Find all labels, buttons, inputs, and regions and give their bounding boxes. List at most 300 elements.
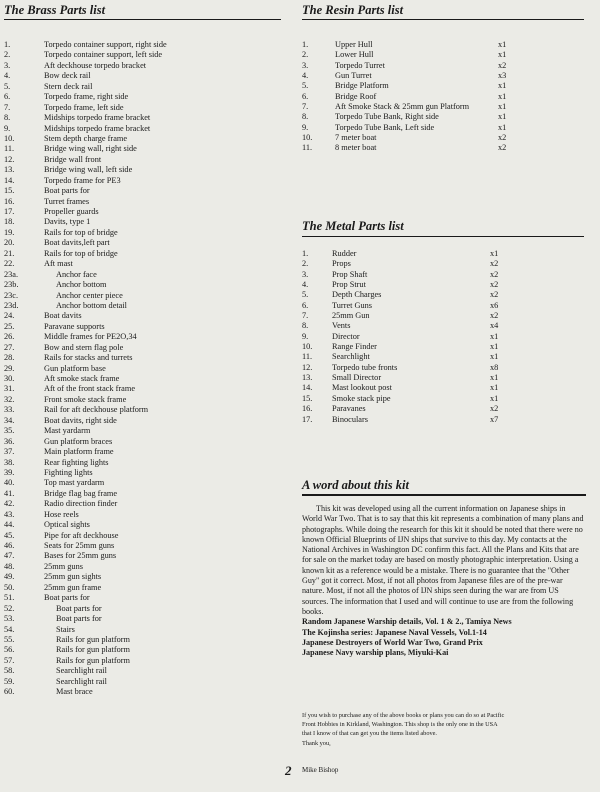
item-number: 3. <box>4 60 11 70</box>
signature: Mike Bishop <box>302 766 339 774</box>
list-item <box>302 259 512 269</box>
list-item <box>302 143 512 153</box>
item-number: 11. <box>302 143 313 153</box>
item-name: Boat parts for <box>44 593 90 603</box>
word-title-rule <box>302 494 586 496</box>
item-number: 40. <box>4 478 15 488</box>
item-name: Middle frames for PE2O,34 <box>44 332 137 342</box>
item-name: Upper Hull <box>335 40 373 49</box>
item-number: 4. <box>302 280 309 290</box>
item-number: 10. <box>4 133 15 143</box>
item-quantity: x1 <box>490 393 499 403</box>
item-name: Rails for top of bridge <box>44 227 118 237</box>
item-quantity: x1 <box>498 40 507 49</box>
list-item <box>302 61 512 71</box>
note-line: Thank you, <box>302 739 331 747</box>
item-number: 6. <box>302 300 309 310</box>
metal-parts-title: The Metal Parts list <box>302 219 404 233</box>
word-about-kit-title: A word about this kit <box>302 478 409 492</box>
brass-parts-list <box>4 40 274 698</box>
item-name: Mast yardarm <box>44 426 91 436</box>
item-number: 25. <box>4 321 15 331</box>
item-name: Davits, type 1 <box>44 217 91 227</box>
item-quantity: x2 <box>498 143 507 153</box>
list-item <box>302 415 512 425</box>
item-name: Torpedo frame for PE3 <box>44 175 121 185</box>
item-quantity: x2 <box>498 60 507 70</box>
list-item <box>4 301 274 311</box>
list-item <box>302 112 512 122</box>
item-number: 4. <box>4 71 11 81</box>
item-number: 31. <box>4 384 15 394</box>
list-item <box>4 374 274 384</box>
item-name: Aft of the front stack frame <box>44 384 135 394</box>
item-number: 8. <box>302 321 309 331</box>
item-number: 26. <box>4 332 15 342</box>
list-item <box>302 342 512 352</box>
list-item <box>4 416 274 426</box>
item-number: 29. <box>4 363 15 373</box>
list-item <box>4 364 274 374</box>
item-quantity: x2 <box>490 259 499 269</box>
item-number: 28. <box>4 353 15 363</box>
list-item <box>4 645 274 655</box>
item-name: Mast brace <box>56 687 93 697</box>
note-line: Front Hobbies in Kirkland, Washington. This shop is the only one in the USA <box>302 721 498 729</box>
list-item <box>4 144 274 154</box>
item-name: Rails for gun platform <box>56 655 130 665</box>
item-name: Rails for gun platform <box>56 634 130 644</box>
word-paragraph: This kit was developed using all the current information on Japanese ships in World War Two. That is to say that this kit represents a combination of many plans and photographs. While doing the research for this kit it should be noted that there were no known Official Blueprints of IJN ships that survive to this day. My contacts at the National Archives in Washington DC confirm this fact. All the Plans and Kits that are for sale on the market today are based on mostly photographic interpretation. Using a known kit as a reference would be a mistake. There is no guarantee that the "Other Guy" got it correct. Most, if not all photos from Japanese files are of the pre-war nature. Most, if not all the photos of IJN ships seen during the war are from US sources. The information that I used and will continue to use are from the following books. <box>302 504 584 616</box>
item-name: Boat davits,left part <box>44 238 110 248</box>
item-name: Small Director <box>332 373 382 383</box>
item-name: Director <box>332 331 360 341</box>
item-name: Rail for aft deckhouse platform <box>44 405 149 415</box>
list-item <box>4 353 274 363</box>
reference-books <box>302 617 584 658</box>
item-number: 6. <box>302 91 309 101</box>
item-name: Aft smoke stack frame <box>44 374 120 383</box>
list-item <box>302 311 512 321</box>
item-name: Propeller guards <box>44 207 99 216</box>
item-number: 8. <box>4 113 11 123</box>
item-number: 16. <box>4 196 15 206</box>
item-quantity: x1 <box>490 383 499 393</box>
brass-parts-title: The Brass Parts list <box>4 3 106 17</box>
item-number: 52. <box>4 603 15 613</box>
item-name: 8 meter boat <box>335 143 377 153</box>
list-item <box>4 562 274 572</box>
list-item <box>302 280 512 290</box>
item-number: 2. <box>4 50 11 60</box>
item-number: 1. <box>302 249 309 258</box>
item-number: 60. <box>4 687 15 697</box>
item-name: Prop Shaft <box>332 269 368 279</box>
item-quantity: x1 <box>490 331 499 341</box>
item-name: Paravanes <box>332 404 366 414</box>
list-item <box>302 383 512 393</box>
list-item <box>4 270 274 280</box>
item-quantity: x2 <box>490 280 499 290</box>
list-item <box>4 92 274 102</box>
list-item <box>4 124 274 134</box>
item-name: Radio direction finder <box>44 499 118 509</box>
item-number: 9. <box>302 122 309 132</box>
item-number: 17. <box>302 414 313 424</box>
list-item <box>4 197 274 207</box>
item-number: 21. <box>4 248 15 258</box>
item-name: Torpedo tube fronts <box>332 362 398 372</box>
list-item <box>302 133 512 143</box>
item-number: 19. <box>4 227 15 237</box>
item-name: Torpedo Tube Bank, Left side <box>335 122 435 132</box>
item-number: 15. <box>302 393 313 403</box>
list-item <box>4 426 274 436</box>
item-number: 3. <box>302 269 309 279</box>
item-number: 34. <box>4 415 15 425</box>
item-name: Top mast yardarm <box>44 478 105 488</box>
item-name: Fighting lights <box>44 467 93 477</box>
list-item <box>302 363 512 373</box>
item-quantity: x1 <box>490 342 499 352</box>
item-name: 25mm gun frame <box>44 582 102 592</box>
item-name: Torpedo container support, right side <box>44 40 167 49</box>
item-number: 38. <box>4 457 15 467</box>
list-item <box>4 71 274 81</box>
item-number: 59. <box>4 676 15 686</box>
item-name: Torpedo Tube Bank, Right side <box>335 112 439 122</box>
item-quantity: x1 <box>490 352 499 362</box>
list-item <box>4 238 274 248</box>
list-item <box>4 478 274 488</box>
item-name: Anchor center piece <box>56 290 123 300</box>
list-item <box>4 656 274 666</box>
item-number: 43. <box>4 509 15 519</box>
item-name: Aft deckhouse torpedo bracket <box>44 60 147 70</box>
list-item <box>4 687 274 697</box>
reference-book: Japanese Navy warship plans, Miyuki-Kai <box>302 648 449 658</box>
word-about-kit-body <box>302 504 584 658</box>
item-name: Torpedo container support, left side <box>44 50 163 60</box>
item-number: 7. <box>302 102 309 112</box>
list-item <box>4 155 274 165</box>
purchase-note <box>302 711 590 748</box>
item-number: 22. <box>4 259 15 269</box>
list-item <box>302 40 512 50</box>
reference-book: Japanese Destroyers of World War Two, Grand Prix <box>302 637 483 647</box>
list-item <box>4 468 274 478</box>
item-number: 8. <box>302 112 309 122</box>
item-number: 11. <box>302 352 313 362</box>
item-name: Bridge wing wall, right side <box>44 144 137 154</box>
item-number: 23d. <box>4 300 19 310</box>
item-number: 27. <box>4 342 15 352</box>
item-number: 7. <box>302 311 309 321</box>
list-item <box>4 677 274 687</box>
item-name: Anchor bottom detail <box>56 300 127 310</box>
item-number: 41. <box>4 488 15 498</box>
list-item <box>302 290 512 300</box>
list-item <box>4 384 274 394</box>
list-item <box>302 249 512 259</box>
list-item <box>4 520 274 530</box>
list-item <box>4 666 274 676</box>
item-number: 33. <box>4 405 15 415</box>
item-number: 16. <box>302 404 313 414</box>
item-number: 1. <box>4 40 11 49</box>
item-number: 11. <box>4 144 15 154</box>
item-number: 56. <box>4 645 15 655</box>
item-number: 23c. <box>4 290 19 300</box>
metal-parts-list <box>302 249 512 425</box>
item-quantity: x7 <box>490 414 499 424</box>
list-item <box>4 343 274 353</box>
reference-book: Random Japanese Warship details, Vol. 1 & 2., Tamiya News <box>302 617 512 627</box>
item-quantity: x1 <box>490 373 499 383</box>
item-name: Bridge flag bag frame <box>44 488 118 498</box>
item-name: 7 meter boat <box>335 133 377 143</box>
item-number: 18. <box>4 217 15 227</box>
item-number: 58. <box>4 666 15 676</box>
item-name: Front smoke stack frame <box>44 394 127 404</box>
list-item <box>4 249 274 259</box>
list-item <box>4 635 274 645</box>
list-item <box>4 551 274 561</box>
list-item <box>302 321 512 331</box>
list-item <box>4 395 274 405</box>
list-item <box>4 186 274 196</box>
item-number: 13. <box>4 165 15 175</box>
list-item <box>302 50 512 60</box>
list-item <box>4 583 274 593</box>
item-name: Midships torpedo frame bracket <box>44 123 151 133</box>
item-name: Optical sights <box>44 520 90 530</box>
item-name: Vents <box>332 321 351 331</box>
list-item <box>302 102 512 112</box>
item-quantity: x2 <box>490 269 499 279</box>
item-number: 39. <box>4 467 15 477</box>
list-item <box>4 322 274 332</box>
item-quantity: x1 <box>498 81 507 91</box>
item-quantity: x3 <box>498 71 507 81</box>
item-name: Torpedo Turret <box>335 60 385 70</box>
item-number: 5. <box>302 290 309 300</box>
item-name: Boat davits, right side <box>44 415 117 425</box>
item-quantity: x4 <box>490 321 499 331</box>
list-item <box>302 301 512 311</box>
list-item <box>4 541 274 551</box>
item-quantity: x1 <box>490 249 499 258</box>
list-item <box>4 531 274 541</box>
note-line: that I know of that can get you the items listed above. <box>302 730 437 738</box>
item-number: 48. <box>4 561 15 571</box>
list-item <box>302 71 512 81</box>
list-item <box>4 332 274 342</box>
resin-title-rule <box>302 19 584 20</box>
list-item <box>4 447 274 457</box>
item-name: Bases for 25mm guns <box>44 551 117 561</box>
item-number: 23a. <box>4 269 19 279</box>
item-quantity: x2 <box>490 404 499 414</box>
list-item <box>4 604 274 614</box>
item-number: 30. <box>4 374 15 383</box>
list-item <box>4 625 274 635</box>
list-item <box>4 165 274 175</box>
item-number: 47. <box>4 551 15 561</box>
item-name: Mast lookout post <box>332 383 392 393</box>
item-quantity: x1 <box>498 102 507 112</box>
item-number: 32. <box>4 394 15 404</box>
resin-parts-list <box>302 40 512 154</box>
item-number: 23b. <box>4 280 19 290</box>
item-number: 5. <box>302 81 309 91</box>
item-quantity: x2 <box>490 290 499 300</box>
item-number: 12. <box>4 154 15 164</box>
resin-parts-title: The Resin Parts list <box>302 3 404 17</box>
item-number: 51. <box>4 593 15 603</box>
list-item <box>4 176 274 186</box>
item-number: 9. <box>4 123 11 133</box>
item-number: 37. <box>4 447 15 457</box>
item-name: Boat davits <box>44 311 82 321</box>
item-name: Pipe for aft deckhouse <box>44 530 119 540</box>
item-name: 25mm Gun <box>332 311 370 321</box>
list-item <box>4 134 274 144</box>
item-name: Turret frames <box>44 196 90 206</box>
item-number: 45. <box>4 530 15 540</box>
list-item <box>4 311 274 321</box>
item-quantity: x2 <box>498 133 507 143</box>
item-name: Gun Turret <box>335 71 372 81</box>
list-item <box>4 572 274 582</box>
item-name: Boat parts for <box>44 186 90 196</box>
item-number: 20. <box>4 238 15 248</box>
item-name: Stem depth charge frame <box>44 133 128 143</box>
item-name: Bow and stern flag pole <box>44 342 124 352</box>
item-number: 46. <box>4 541 15 550</box>
item-quantity: x1 <box>498 50 507 60</box>
item-number: 13. <box>302 373 313 383</box>
item-number: 57. <box>4 655 15 665</box>
item-name: Binoculars <box>332 414 368 424</box>
list-item <box>4 437 274 447</box>
item-number: 15. <box>4 186 15 196</box>
item-number: 17. <box>4 207 15 216</box>
item-number: 35. <box>4 426 15 436</box>
list-item <box>4 593 274 603</box>
list-item <box>302 92 512 102</box>
item-name: Anchor face <box>56 269 97 279</box>
list-item <box>302 394 512 404</box>
item-name: Props <box>332 259 351 269</box>
item-name: Bridge Roof <box>335 91 377 101</box>
list-item <box>4 259 274 269</box>
reference-book: The Kojinsha series: Japanese Naval Vessels, Vol.1-14 <box>302 627 487 637</box>
list-item <box>4 291 274 301</box>
item-number: 53. <box>4 614 15 624</box>
item-name: Anchor bottom <box>56 280 107 290</box>
list-item <box>302 404 512 414</box>
list-item <box>4 113 274 123</box>
item-name: Torpedo frame, right side <box>44 92 129 102</box>
item-name: Smoke stack pipe <box>332 393 391 403</box>
item-number: 42. <box>4 499 15 509</box>
item-quantity: x1 <box>498 91 507 101</box>
item-number: 14. <box>4 175 15 185</box>
item-name: Rails for stacks and turrets <box>44 353 133 363</box>
item-name: Stern deck rail <box>44 81 93 91</box>
list-item <box>4 207 274 217</box>
item-name: Searchlight rail <box>56 666 107 676</box>
item-name: 25mm gun sights <box>44 572 102 582</box>
item-number: 7. <box>4 102 11 112</box>
list-item <box>4 458 274 468</box>
list-item <box>4 40 274 50</box>
item-quantity: x6 <box>490 300 499 310</box>
item-number: 10. <box>302 133 313 143</box>
item-number: 24. <box>4 311 15 321</box>
item-name: 25mm guns <box>44 561 83 571</box>
item-name: Prop Strut <box>332 280 366 290</box>
list-item <box>4 217 274 227</box>
item-name: Range Finder <box>332 342 377 352</box>
item-quantity: x1 <box>498 122 507 132</box>
item-name: Depth Charges <box>332 290 382 300</box>
list-item <box>302 352 512 362</box>
item-number: 5. <box>4 81 11 91</box>
list-item <box>302 81 512 91</box>
item-number: 49. <box>4 572 15 582</box>
item-name: Midships torpedo frame bracket <box>44 113 151 123</box>
item-name: Turret Guns <box>332 300 373 310</box>
list-item <box>302 373 512 383</box>
item-name: Bridge wall front <box>44 154 102 164</box>
item-name: Rails for top of bridge <box>44 248 118 258</box>
list-item <box>302 123 512 133</box>
item-name: Rudder <box>332 249 357 258</box>
item-number: 2. <box>302 50 309 60</box>
item-number: 4. <box>302 71 309 81</box>
metal-title-rule <box>302 236 584 237</box>
item-name: Lower Hull <box>335 50 374 60</box>
brass-title-rule <box>4 19 281 20</box>
list-item <box>302 270 512 280</box>
item-number: 54. <box>4 624 15 634</box>
item-name: Bow deck rail <box>44 71 91 81</box>
list-item <box>4 405 274 415</box>
item-name: Gun platform base <box>44 363 106 373</box>
list-item <box>4 228 274 238</box>
item-name: Boat parts for <box>56 614 102 624</box>
item-name: Aft Smoke Stack & 25mm gun Platform <box>335 102 470 112</box>
list-item <box>4 82 274 92</box>
item-number: 9. <box>302 331 309 341</box>
item-number: 3. <box>302 60 309 70</box>
item-number: 6. <box>4 92 11 102</box>
item-name: Boat parts for <box>56 603 102 613</box>
page-number: 2 <box>285 763 292 778</box>
item-number: 12. <box>302 362 313 372</box>
item-quantity: x1 <box>498 112 507 122</box>
item-number: 10. <box>302 342 313 352</box>
list-item <box>4 499 274 509</box>
list-item <box>4 50 274 60</box>
list-item <box>4 61 274 71</box>
list-item <box>4 103 274 113</box>
item-number: 55. <box>4 634 15 644</box>
note-line: If you wish to purchase any of the above books or plans you can do so at Pacific <box>302 712 505 719</box>
item-quantity: x8 <box>490 362 499 372</box>
